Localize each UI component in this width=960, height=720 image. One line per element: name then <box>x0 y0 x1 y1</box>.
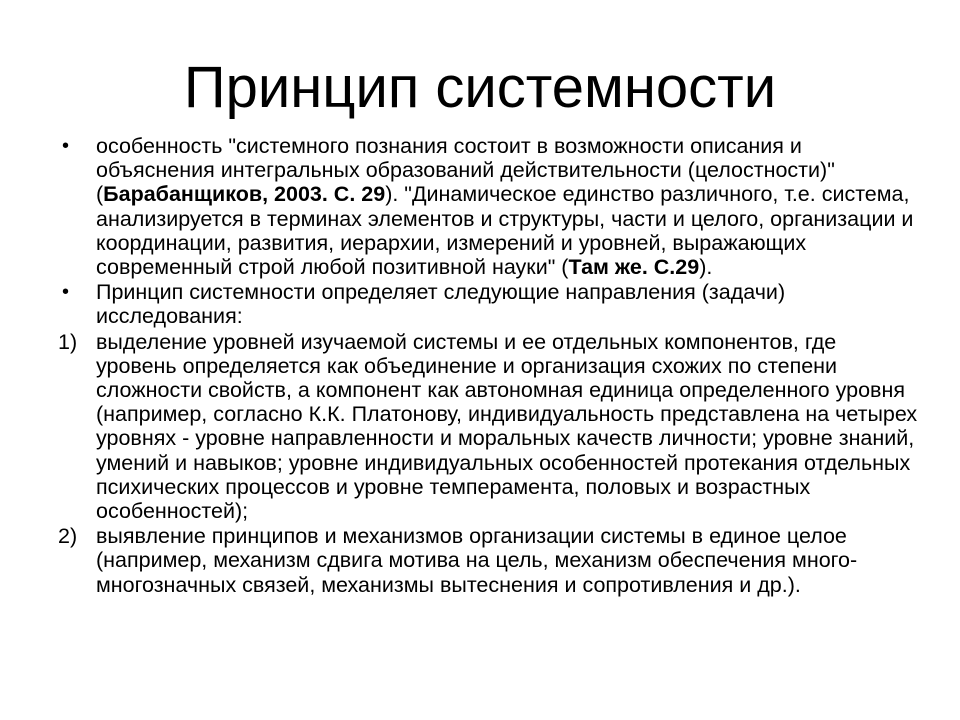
item-text: выявление принципов и механизмов организации системы в единое целое (например, механизм сдвига мотива на цель, механизм обеспечения много-многозначных связей, механизмы вытеснения и сопротивления и др.). <box>96 524 858 597</box>
number-marker: 2) <box>58 524 78 549</box>
item-text-part: ). <box>699 255 713 280</box>
citation-bold: Барабанщиков, 2003. С. 29 <box>103 182 386 207</box>
slide-title: Принцип системности <box>183 55 777 120</box>
list-item <box>58 134 918 279</box>
content-list <box>58 134 918 598</box>
citation-bold: Там же. С.29 <box>568 255 700 280</box>
item-text: Принцип системности определяет следующие направления (задачи) исследования: <box>96 280 786 329</box>
number-marker: 1) <box>58 329 78 354</box>
item-text-part: ). "Динамическое единство различного, т.е. система, анализируется в терминах элементов и структуры, части и целого, организации и координации, развития, иерархии, измерений и уровней, выражающих современный строй любой позитивной науки" ( <box>96 182 914 280</box>
list-item <box>58 524 918 597</box>
item-text: выделение уровней изучаемой системы и ее отдельных компонентов, где уровень определяется как объединение и организация схожих по степени сложности свойств, а компонент как автономная единица определенного уровня (например, согласно К.К. Платонову, индивидуальность представлена на четырех уровнях - уровне направленности и моральных качеств личности; уровне знаний, умений и навыков; уровне индивидуальных особенностей протекания отдельных психических процессов и уровне темперамента, половых и возрастных особенностей); <box>96 329 918 524</box>
item-text <box>96 134 913 279</box>
bullet-marker: • <box>62 281 70 304</box>
bullet-marker: • <box>62 135 70 157</box>
list-item <box>58 330 918 524</box>
list-item <box>58 280 918 328</box>
item-text-part: особенность "системного познания состоит в возможности описания и объяснения интегральных образований действительности (целостности)" ( <box>96 134 835 207</box>
